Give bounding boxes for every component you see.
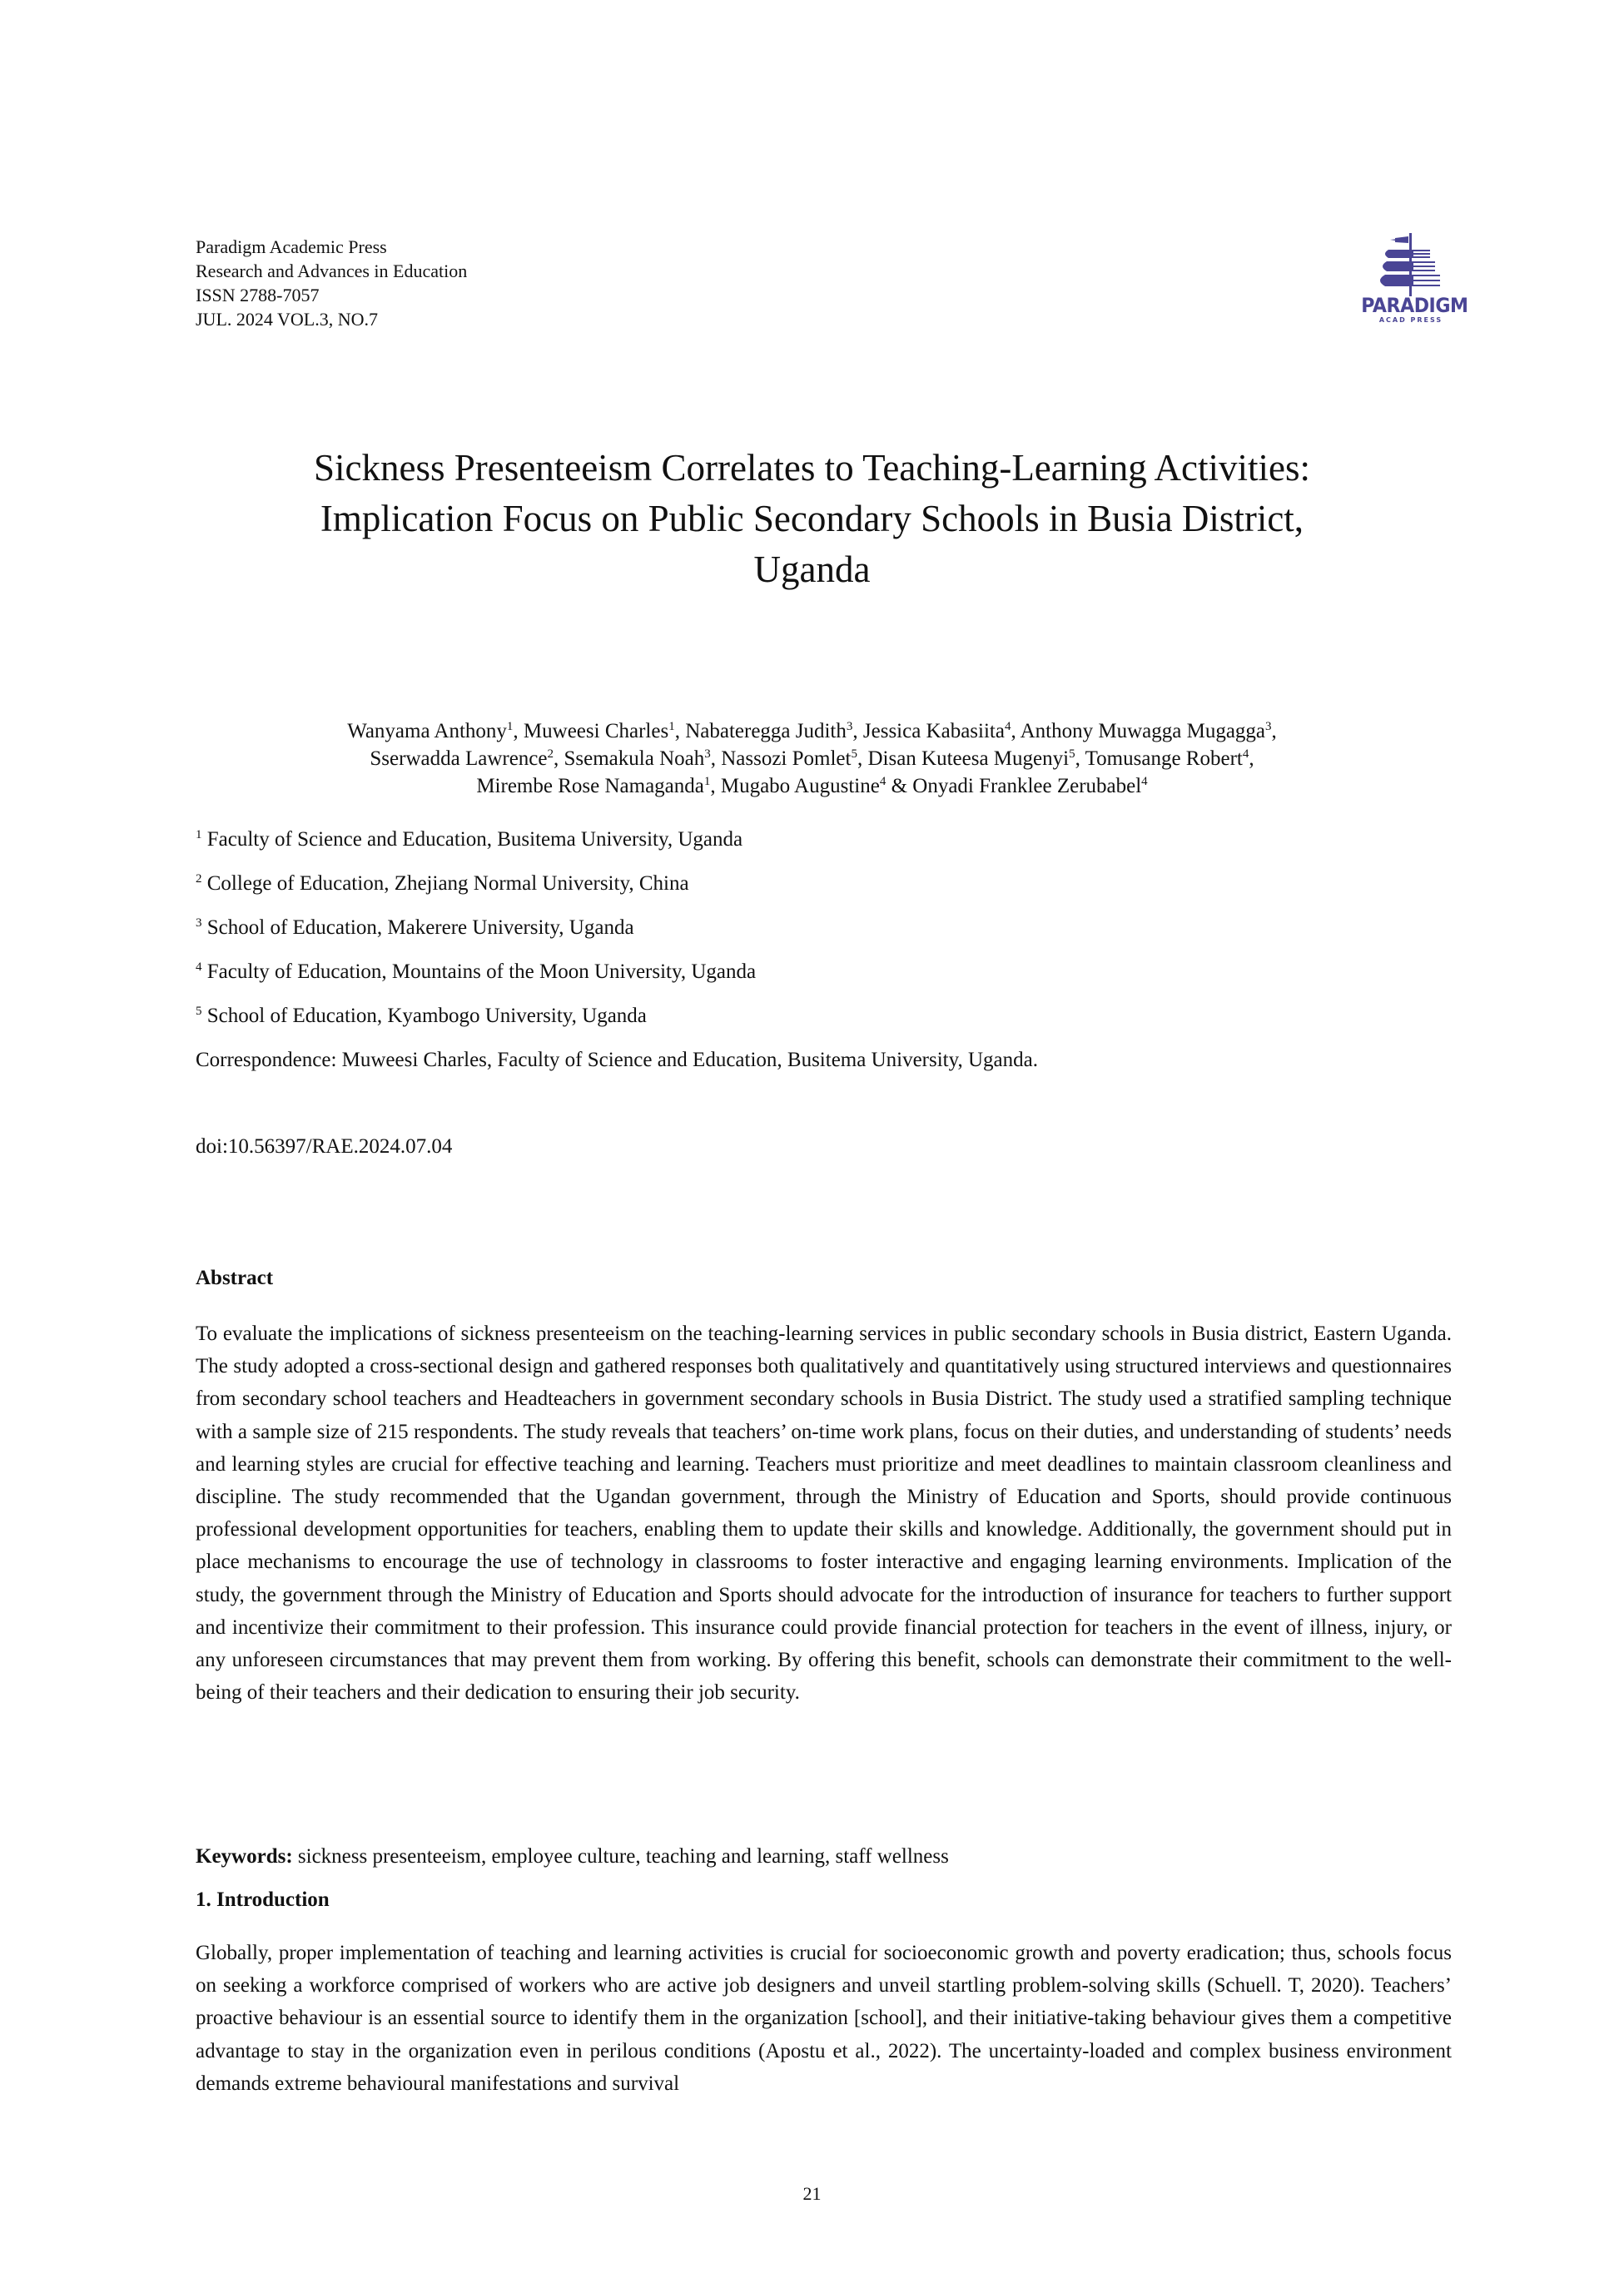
publisher-name: Paradigm Academic Press [196, 236, 387, 257]
author: Mirembe Rose Namaganda$^1$, [476, 775, 721, 797]
introduction-text: Globally, proper implementation of teaching and learning activities is crucial for socioeconomic growth and poverty eradication; thus, schools focus on seeking a workforce comprised of workers who are active job designers and unveil startling problem-solving skills (Schuell. T, 2020). Teachers’ proactive behaviour is an essential source to identify them in the organization [school], and their initiative-taking behaviour gives them a competitive advantage to stay in the organization even in perilous conditions (Apostu et al., 2022). The uncertainty-loaded and complex business environment demands extreme behavioural manifestations and survival [196, 1942, 1452, 2095]
introduction-heading: 1. Introduction [196, 1888, 330, 1911]
author: Nabateregga Judith$^3$, [685, 720, 863, 742]
title-line: Sickness Presenteeism Correlates to Teaching-Learning Activities: [314, 447, 1310, 489]
keywords-label: Keywords: [196, 1845, 293, 1868]
author: Tomusange Robert$^4$, [1085, 747, 1254, 770]
keywords-text: sickness presenteeism, employee culture, teaching and learning, staff wellness [292, 1845, 949, 1868]
affiliation: $^2$ College of Education, Zhejiang Normal University, China [196, 872, 689, 895]
author: Anthony Muwagga Mugagga$^3$, [1020, 720, 1277, 742]
title-line: Implication Focus on Public Secondary Schools in Busia District, [320, 498, 1304, 539]
issue-info: JUL. 2024 VOL.3, NO.7 [196, 309, 378, 330]
keywords [196, 1845, 949, 1869]
logo-wordmark: PARADIGM [1361, 294, 1468, 317]
author: Wanyama Anthony$^1$, [347, 720, 524, 742]
paper-title [166, 443, 1458, 595]
affiliation: $^3$ School of Education, Makerere University, Uganda [196, 916, 634, 939]
author: Jessica Kabasiita$^4$, [862, 720, 1021, 742]
journal-name: Research and Advances in Education [196, 261, 468, 281]
affiliation-list [196, 827, 1038, 1092]
author: Muweesi Charles$^1$, [523, 720, 686, 742]
abstract-heading: Abstract [196, 1267, 274, 1289]
publisher-logo [1357, 231, 1468, 331]
author: Mugabo Augustine$^4$ & [720, 775, 913, 797]
author: Onyadi Franklee Zerubabel$^4$ [912, 775, 1148, 797]
issn: ISSN 2788-7057 [196, 285, 320, 305]
author-line [166, 717, 1458, 745]
author: Nassozi Pomlet$^5$, [721, 747, 868, 770]
stacked-books-flag-icon [1357, 231, 1465, 298]
title-line: Uganda [753, 548, 871, 590]
affiliation: $^4$ Faculty of Education, Mountains of the Moon University, Uganda [196, 960, 757, 983]
logo-subtitle: ACAD PRESS [1378, 316, 1443, 324]
page-number: 21 [802, 2183, 822, 2204]
affiliation: $^5$ School of Education, Kyambogo University, Uganda [196, 1005, 647, 1027]
author-list [166, 717, 1458, 800]
author: Ssemakula Noah$^3$, [564, 747, 722, 770]
author: Disan Kuteesa Mugenyi$^5$, [867, 747, 1085, 770]
journal-info [196, 235, 467, 331]
author-line [166, 745, 1458, 772]
author-line [166, 772, 1458, 800]
doi-link[interactable]: doi:10.56397/RAE.2024.07.04 [196, 1135, 453, 1158]
abstract-text: To evaluate the implications of sickness presenteeism on the teaching-learning services in public secondary schools in Busia district, Eastern Uganda. The study adopted a cross-sectional design and gathered responses both qualitatively and quantitatively using structured interviews and questionnaires from secondary school teachers and Headteachers in government secondary schools in Busia District. The study used a stratified sampling technique with a sample size of 215 respondents. The study reveals that teachers’ on-time work plans, focus on their duties, and understanding of students’ needs and learning styles are crucial for effective teaching and learning. Teachers must prioritize and meet deadlines to maintain classroom cleanliness and discipline. The study recommended that the Ugandan government, through the Ministry of Education and Sports, should provide continuous professional development opportunities for teachers, enabling them to update their skills and knowledge. Additionally, the government should put in place mechanisms to encourage the use of technology in classrooms to foster interactive and engaging learning environments. Implication of the study, the government through the Ministry of Education and Sports should advocate for the introduction of insurance for teachers to further support and incentivize their commitment to their profession. This insurance could provide financial protection for teachers in the event of illness, injury, or any unforeseen circumstances that may prevent them from working. By offering this benefit, schools can demonstrate their commitment to the well-being of their teachers and their dedication to ensuring their job security. [196, 1323, 1452, 1705]
author: Sserwadda Lawrence$^2$, [370, 747, 564, 770]
affiliation: $^1$ Faculty of Science and Education, Busitema University, Uganda [196, 828, 743, 851]
correspondence: Correspondence: Muweesi Charles, Faculty of Science and Education, Busitema University, Uganda. [196, 1049, 1038, 1071]
